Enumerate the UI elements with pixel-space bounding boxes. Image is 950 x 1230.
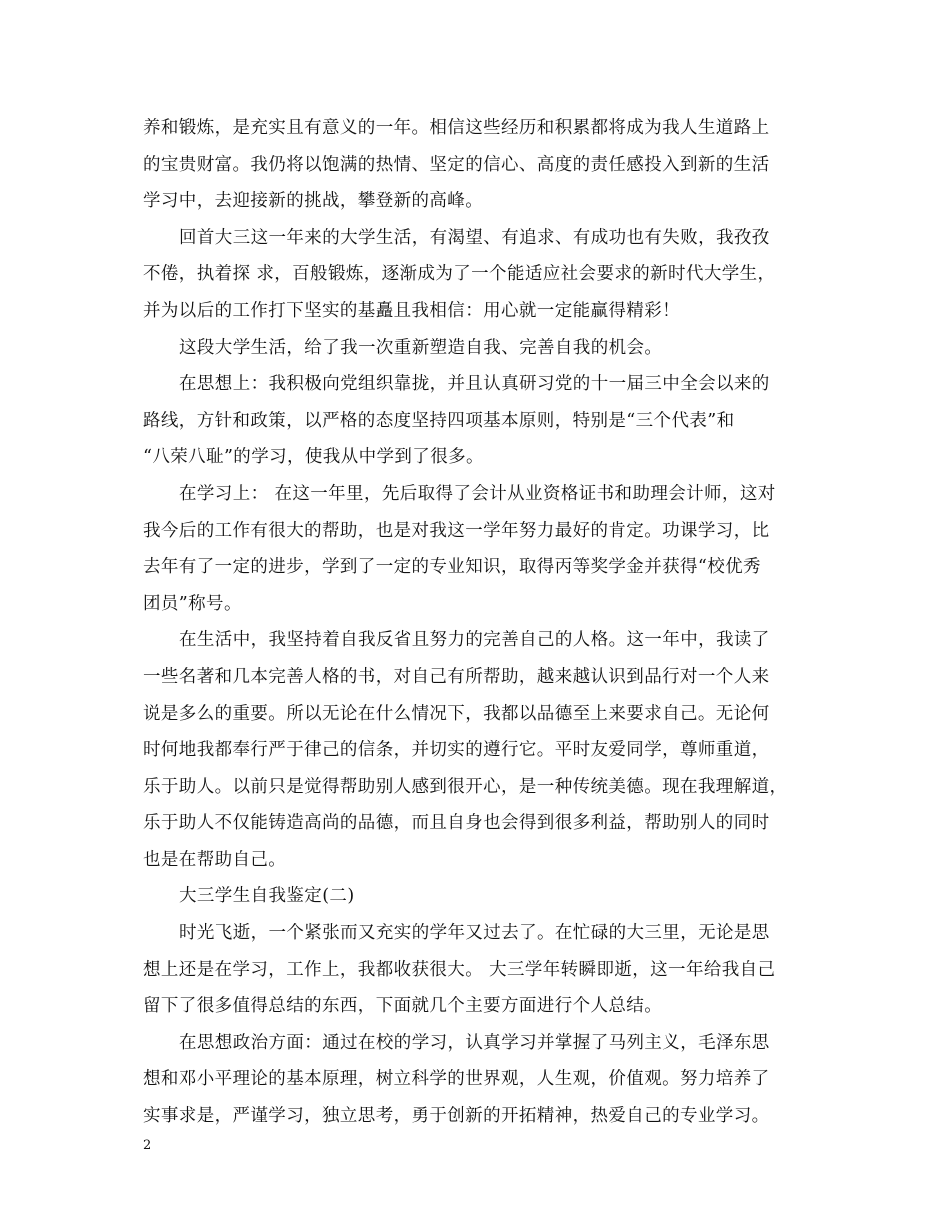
text-line: 时光飞逝，一个紧张而又充实的学年又过去了。在忙碌的大三里，无论是思 <box>179 923 770 944</box>
document-body <box>143 110 823 1135</box>
text-line: 养和锻炼，是充实且有意义的一年。相信这些经历和积累都将成为我人生道路上 <box>143 118 770 138</box>
text-line: 想上还是在学习，工作上，我都收获很大。 大三学年转瞬即逝，这一年给我自己 <box>143 959 776 980</box>
text-line: 乐于助人不仅能铸造高尚的品德，而且自身也会得到很多利益，帮助别人的同时 <box>143 813 770 834</box>
text-line: 去年有了一定的进步，学到了一定的专业知识，取得丙等奖学金并获得“校优秀 <box>143 557 761 578</box>
text-line: 不倦，执着探 求，百般锻炼，逐渐成为了一个能适应社会要求的新时代大学生， <box>143 264 776 285</box>
text-line: 说是多么的重要。所以无论在什么情况下，我都以品德至上来要求自己。无论何 <box>143 703 770 724</box>
text-line: 路线，方针和政策，以严格的态度坚持四项基本原则，特别是“三个代表”和 <box>143 410 735 431</box>
text-line: 在学习上： 在这一年里，先后取得了会计从业资格证书和助理会计师，这对 <box>179 483 776 504</box>
text-line: 的宝贵财富。我仍将以饱满的热情、坚定的信心、高度的责任感投入到新的生活 <box>143 154 770 175</box>
text-line: 也是在帮助自己。 <box>143 849 287 870</box>
page-number: 2 <box>143 1138 152 1153</box>
text-line: 留下了很多值得总结的东西，下面就几个主要方面进行个人总结。 <box>143 996 663 1017</box>
text-line: 我今后的工作有很大的帮助，也是对我这一学年努力最好的肯定。功课学习，比 <box>143 520 770 541</box>
text-line: 并为以后的工作打下坚实的基矗且我相信：用心就一定能赢得精彩！ <box>143 300 680 321</box>
text-line: 在生活中，我坚持着自我反省且努力的完善自己的人格。这一年中，我读了 <box>179 630 770 651</box>
text-line: 乐于助人。以前只是觉得帮助别人感到很开心，是一种传统美德。现在我理解道， <box>143 776 788 797</box>
text-line: 团员”称号。 <box>143 593 242 614</box>
text-line: 回首大三这一年来的大学生活，有渴望、有追求、有成功也有失败，我孜孜 <box>179 227 770 248</box>
text-line: 学习中，去迎接新的挑战，攀登新的高峰。 <box>143 191 484 212</box>
text-line: 实事求是，严谨学习，独立思考，勇于创新的开拓精神，热爱自己的专业学习。 <box>143 1106 770 1127</box>
text-line: 大三学生自我鉴定(二) <box>179 886 355 907</box>
text-line: 想和邓小平理论的基本原理，树立科学的世界观，人生观，价值观。努力培养了 <box>143 1069 770 1090</box>
text-line: 在思想政治方面：通过在校的学习，认真学习并掌握了马列主义，毛泽东思 <box>179 1032 770 1053</box>
text-line: “八荣八耻”的学习，使我从中学到了很多。 <box>143 447 484 468</box>
text-line: 这段大学生活，给了我一次重新塑造自我、完善自我的机会。 <box>179 337 663 358</box>
text-line: 时何地我都奉行严于律己的信条，并切实的遵行它。平时友爱同学，尊师重道， <box>143 740 770 761</box>
text-line: 一些名著和几本完善人格的书，对自己有所帮助，越来越认识到品行对一个人来 <box>143 666 770 687</box>
text-line: 在思想上：我积极向党组织靠拢，并且认真研习党的十一届三中全会以来的 <box>179 374 770 395</box>
